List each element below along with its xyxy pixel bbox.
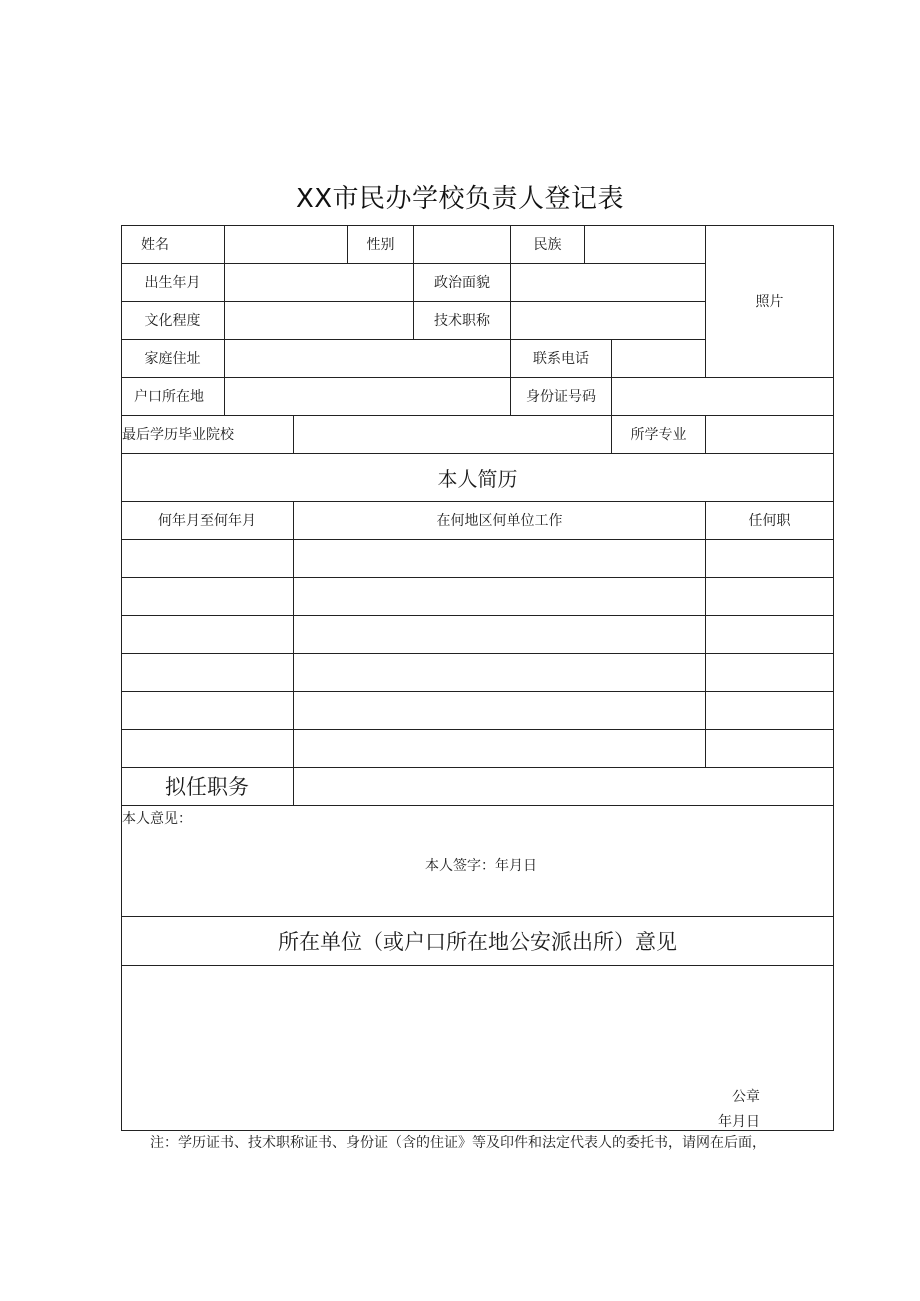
input-proposed-position[interactable] bbox=[294, 767, 833, 805]
resume-col-role: 任何职 bbox=[748, 513, 791, 529]
grid-line bbox=[121, 653, 834, 654]
label-phone: 联系电话 bbox=[533, 351, 589, 367]
input-gender[interactable] bbox=[414, 225, 510, 263]
resume-col-workplace: 在何地区何单位工作 bbox=[436, 513, 563, 529]
label-graduation-school: 最后学历毕业院校 bbox=[122, 427, 234, 443]
label-self-opinion: 本人意见： bbox=[122, 811, 192, 827]
input-birth-date[interactable] bbox=[225, 263, 413, 301]
grid-line bbox=[293, 501, 294, 805]
label-home-address: 家庭住址 bbox=[144, 351, 201, 367]
label-hukou: 户口所在地 bbox=[134, 389, 204, 405]
input-graduation-school[interactable] bbox=[294, 415, 611, 453]
input-name[interactable] bbox=[225, 225, 347, 263]
resume-heading: 本人简历 bbox=[437, 466, 518, 491]
input-ethnicity[interactable] bbox=[585, 225, 705, 263]
resume-col-period: 何年月至何年月 bbox=[158, 513, 256, 529]
photo-box: 照片 bbox=[755, 294, 784, 310]
grid-line bbox=[121, 577, 834, 578]
label-gender: 性别 bbox=[366, 237, 395, 253]
label-professional-title: 技术职称 bbox=[434, 313, 490, 329]
input-phone[interactable] bbox=[612, 339, 705, 377]
input-home-address[interactable] bbox=[225, 339, 510, 377]
unit-date-label: 年月日 bbox=[718, 1114, 760, 1130]
label-name: 姓名 bbox=[141, 237, 169, 253]
registration-form bbox=[121, 225, 834, 1131]
grid-line bbox=[705, 501, 706, 767]
label-proposed-position: 拟任职务 bbox=[165, 775, 249, 799]
grid-line bbox=[121, 805, 834, 806]
grid-line bbox=[121, 965, 834, 966]
label-political-status: 政治面貌 bbox=[434, 275, 490, 291]
grid-line bbox=[121, 615, 834, 616]
unit-opinion-heading: 所在单位（或户口所在地公安派出所）意见 bbox=[278, 929, 677, 954]
footnote: 注：学历证书、技术职称证书、身份证（含的住证》等及印件和法定代表人的委托书，请网在后面， bbox=[150, 1135, 766, 1151]
page-title: XX市民办学校负责人登记表 bbox=[295, 184, 625, 214]
self-signature-line: 本人签字：年月日 bbox=[425, 858, 537, 874]
input-political-status[interactable] bbox=[511, 263, 705, 301]
grid-line bbox=[833, 225, 834, 1131]
input-hukou[interactable] bbox=[225, 377, 510, 415]
grid-line bbox=[121, 539, 834, 540]
input-id-number[interactable] bbox=[612, 377, 833, 415]
label-id-number: 身份证号码 bbox=[526, 389, 596, 405]
grid-line bbox=[121, 729, 834, 730]
unit-seal-label: 公章 bbox=[732, 1089, 760, 1105]
label-ethnicity: 民族 bbox=[533, 237, 562, 253]
label-major: 所学专业 bbox=[630, 427, 687, 443]
grid-line bbox=[121, 691, 834, 692]
input-professional-title[interactable] bbox=[511, 301, 705, 339]
input-education-level[interactable] bbox=[225, 301, 413, 339]
label-education-level: 文化程度 bbox=[144, 313, 201, 329]
input-major[interactable] bbox=[706, 415, 833, 453]
label-birth-date: 出生年月 bbox=[144, 275, 201, 291]
